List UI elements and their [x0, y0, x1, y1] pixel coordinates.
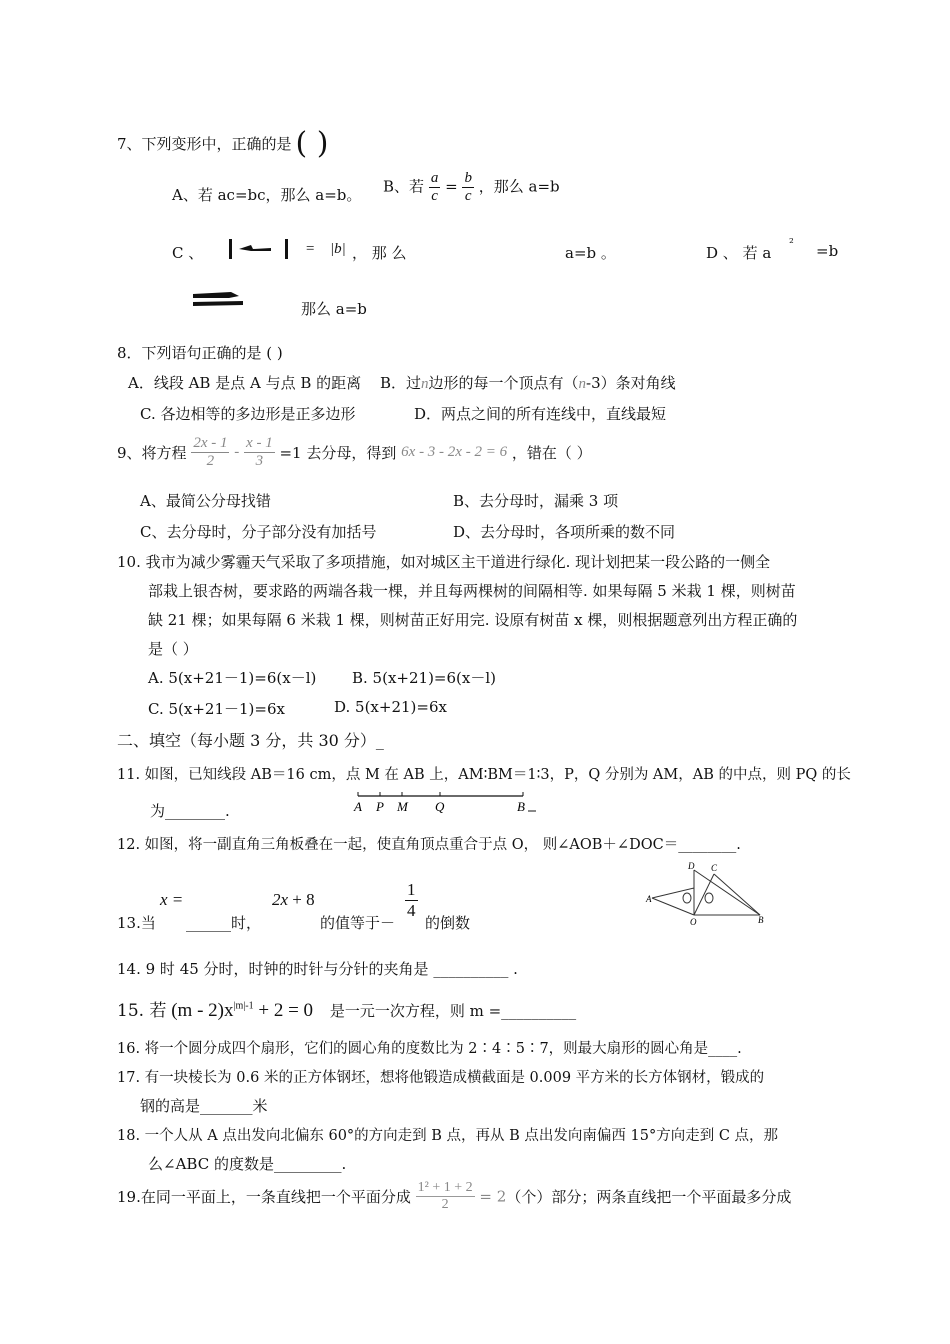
- q13-expr: 2x + 8: [272, 890, 315, 909]
- q7-stem: [117, 126, 329, 161]
- q9-stem: 9、将方程: [117, 444, 187, 462]
- q16-line: 16. 将一个圆分成四个扇形，它们的圆心角的度数比为 2∶4∶5∶7，则最大扇形的圆心角是____.: [117, 1041, 742, 1057]
- q8-b-end: -3）条对角线: [586, 374, 676, 392]
- q15-prefix: 15. 若: [117, 1001, 167, 1021]
- q7-b-frac2: $\frac{b}{c}$: [464, 170, 472, 204]
- q13-frac-den: 4: [407, 901, 416, 920]
- q19-prefix: 19.在同一平面上，一条直线把一个平面分成: [117, 1188, 411, 1206]
- q18-line2: 么∠ABC 的度数是_________.: [148, 1155, 347, 1173]
- q10-line2: 部栽上银杏树，要求路的两端各栽一棵，并且每两棵树的间隔相等. 如果每隔 5 米栽 1 棵，则树苗: [148, 582, 796, 600]
- q15-tail: 是一元一次方程，则 m =__________: [329, 1002, 577, 1020]
- q12-label-b: B: [758, 915, 764, 925]
- q14-line: 14. 9 时 45 分时，时钟的时针与分针的夹角是 __________ .: [117, 960, 518, 978]
- q13-blank: ______时，: [186, 914, 262, 932]
- q13-text3: 的倒数: [425, 914, 471, 932]
- q17-line1: 17. 有一块棱长为 0.6 米的正方体钢坯，想将他锻造成横截面是 0.009 平方米的长方体钢材，锻成的: [117, 1070, 765, 1086]
- q12-triangles-diagram: [642, 860, 772, 930]
- q8-stem: 8．下列语句正确的是 ( ): [117, 344, 283, 362]
- q7-c-abs-b: |b|: [330, 241, 346, 257]
- q8-b-mid: 边形的每一个顶点有（: [428, 374, 579, 392]
- q8-option-a: A．线段 AB 是点 A 与点 B 的距离: [128, 374, 362, 392]
- q10-line4: 是（ ）: [148, 640, 198, 658]
- q18-line1: 18. 一个人从 A 点出发向北偏东 60°的方向走到 B 点，再从 B 点出发向南偏西 15°方向走到 C 点，那: [117, 1128, 779, 1144]
- q10-option-a: A. 5(x+21－1)=6(x－l): [148, 669, 317, 687]
- section-2-heading: 二、填空（每小题 3 分，共 30 分）_: [117, 731, 384, 750]
- q19-line: [117, 1180, 791, 1213]
- q12-figure: [642, 860, 772, 934]
- q9-option-a: A、最简公分母找错: [140, 492, 271, 510]
- q19-frac: $\frac{\text{1² + 1 + 2}}{2}$: [417, 1180, 473, 1212]
- q7-d-line2: 那么 a=b: [301, 300, 367, 318]
- q8-option-c: C. 各边相等的多边形是正多边形: [140, 405, 356, 423]
- q7-d-tail: =b: [816, 242, 839, 260]
- q7-c-abs-image: [227, 236, 293, 262]
- q7-option-a: A、若 ac=bc，那么 a=b。: [172, 186, 362, 204]
- q15-expr: $(m - 2)x^{|m|-1} + 2 = 0$: [171, 1000, 314, 1021]
- q11-label-p: P: [376, 799, 384, 814]
- q10-line3: 缺 21 棵；如果每隔 6 米栽 1 棵，则树苗正好用完. 设原有树苗 x 棵，则根据题意列出方程正确的: [148, 611, 798, 629]
- q10-option-c: C. 5(x+21－1)=6x: [148, 700, 285, 718]
- q10-option-d: D. 5(x+21)=6x: [334, 698, 447, 716]
- q12-label-o: O: [690, 917, 697, 927]
- q9-option-b: B、去分母时，漏乘 3 项: [453, 492, 619, 510]
- q12-label-d: D: [688, 861, 695, 871]
- q11-label-b: B: [517, 799, 525, 814]
- q9-minus: -: [234, 444, 240, 460]
- q13-text1: 13.当: [117, 914, 156, 932]
- q12-line: 12. 如图，将一副直角三角板叠在一起，使直角顶点重合于点 O， 则∠AOB＋∠DOC＝________.: [117, 837, 741, 853]
- q7-d-figure: [191, 290, 247, 312]
- q11-figure: [348, 784, 538, 818]
- q12-label-a: A: [646, 894, 652, 904]
- q11-label-q: Q: [435, 799, 445, 814]
- q9-frac2: $\frac{x - 1}{3}$: [246, 435, 273, 469]
- q7-d-image: [191, 290, 247, 308]
- q8-b-prefix: B．过: [380, 374, 422, 392]
- q7-c-tail2: a=b 。: [565, 244, 616, 262]
- q8-b-n2: n: [578, 376, 587, 392]
- q7-option-c-label: C 、: [172, 244, 204, 262]
- q7-b-suffix: ，那么 a=b: [478, 177, 560, 196]
- q7-c-eq: =: [305, 241, 316, 257]
- q9-eq: =1 去分母，得到: [279, 444, 397, 462]
- q7-d-symbol: ²: [789, 236, 794, 250]
- q8-option-b: [380, 372, 676, 393]
- q13-x-eq: x =: [160, 890, 184, 909]
- q11-label-m: M: [397, 799, 408, 814]
- q9-frac1: $\frac{2x - 1}{2}$: [193, 435, 228, 469]
- q9-tail: ，错在（ ）: [511, 444, 592, 462]
- q7-c-tail1: ， 那 么: [352, 244, 407, 262]
- q9-option-c: C、去分母时，分子部分没有加括号: [140, 523, 377, 541]
- q7-b-eq: =: [445, 177, 458, 196]
- q9-option-d: D、去分母时，各项所乘的数不同: [453, 523, 676, 541]
- q7-c-abs-figure: [227, 236, 293, 266]
- q19-tail: （个）部分；两条直线把一个平面最多分成: [506, 1188, 792, 1206]
- q8-option-d: D．两点之间的所有连线中，直线最短: [414, 405, 667, 423]
- q10-line1: 10. 我市为减少雾霾天气采取了多项措施，如对城区主干道进行绿化. 现计划把某一段公路的一侧全: [117, 553, 771, 571]
- q11-line2: 为________.: [150, 802, 230, 820]
- q7-answer-paren: ( ): [295, 126, 329, 161]
- q7-option-b: [383, 170, 560, 205]
- q13-frac-num: 1: [407, 880, 416, 899]
- q7-b-frac1: $\frac{a}{c}$: [430, 170, 439, 204]
- q11-line1: 11. 如图，已知线段 AB＝16 cm，点 M 在 AB 上，AM∶BM＝1∶3，P，Q 分别为 AM，AB 的中点，则 PQ 的长: [117, 767, 851, 783]
- q17-line2: 钢的高是_______米: [140, 1097, 268, 1115]
- q7-b-prefix: B、若: [383, 177, 425, 196]
- q15-line: [117, 996, 576, 1022]
- q8-b-n: n: [421, 376, 429, 392]
- q12-label-c: C: [711, 863, 718, 873]
- q11-segment-diagram: [348, 784, 538, 814]
- q10-option-b: B. 5(x+21)=6(x－l): [352, 669, 496, 687]
- q7-option-d: D 、 若 a: [706, 244, 772, 262]
- q11-label-a: A: [354, 799, 362, 814]
- q9-line: [117, 435, 592, 470]
- q7-stem-text: 7、下列变形中，正确的是: [117, 135, 292, 153]
- q13-frac: [405, 880, 418, 921]
- q9-expr: 6x - 3 - 2x - 2 = 6: [401, 444, 508, 460]
- q19-eq: = 2: [479, 1187, 507, 1206]
- q13-text2: 的值等于－: [320, 914, 396, 932]
